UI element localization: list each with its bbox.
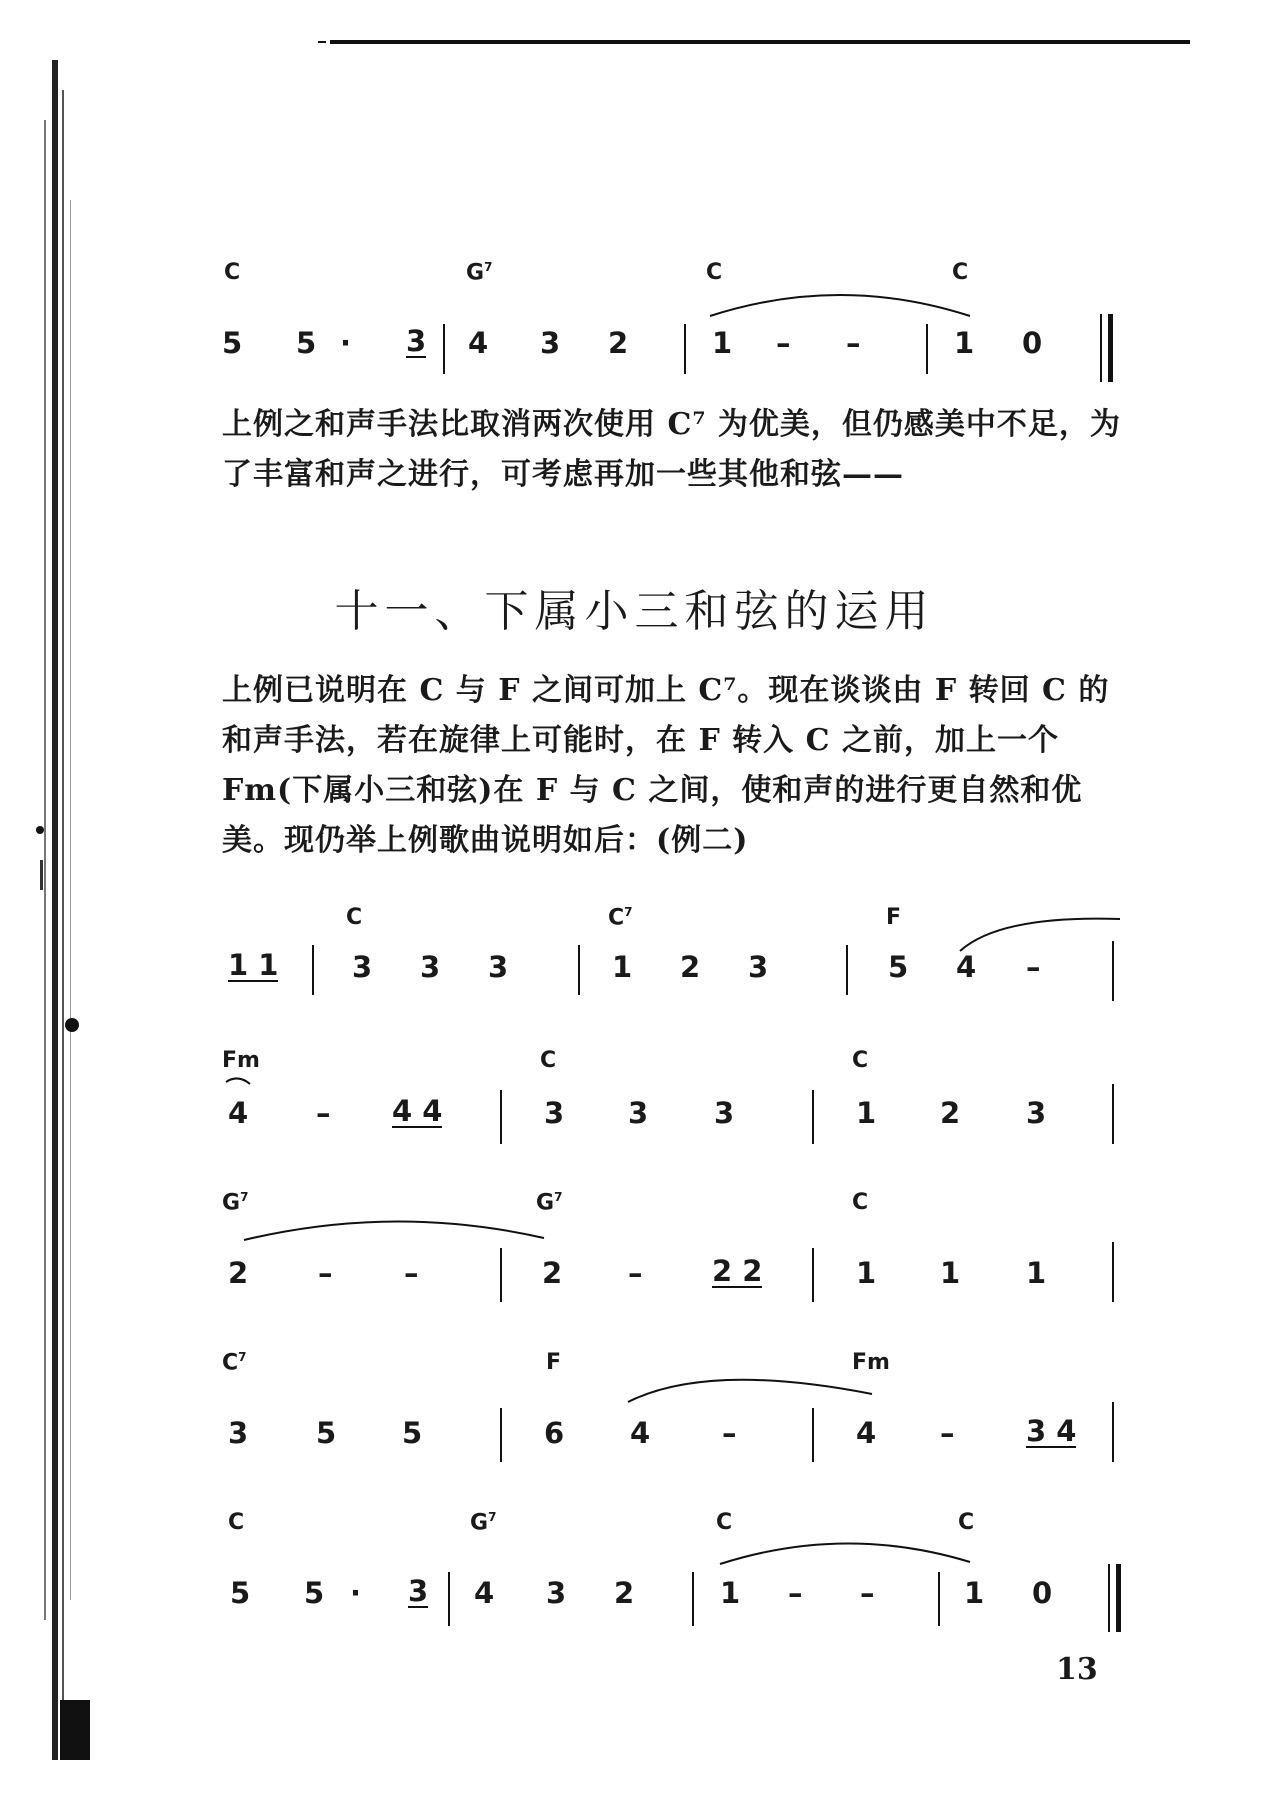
chord-label: $G^7$ xyxy=(466,260,493,286)
bar-line xyxy=(812,1408,814,1462)
chord-label: $G^7$ xyxy=(536,1190,563,1216)
note-dash: – xyxy=(318,1256,333,1290)
bar-line xyxy=(1112,1084,1114,1144)
note: 2 xyxy=(614,1576,635,1610)
chord-label: C xyxy=(224,260,241,285)
chord-label: C xyxy=(540,1048,557,1073)
note: 5 xyxy=(888,950,909,984)
chord-label: C xyxy=(228,1510,245,1535)
bar-line xyxy=(448,1572,450,1626)
chord-label: C xyxy=(852,1048,869,1073)
slur xyxy=(720,1532,970,1568)
note: 1 xyxy=(712,326,733,360)
chord-label: Fm xyxy=(852,1350,890,1375)
note: 3 xyxy=(420,950,441,984)
note: 3 xyxy=(714,1096,735,1130)
bar-line xyxy=(1112,1242,1114,1302)
note: 5 xyxy=(230,1576,251,1610)
chord-label: C xyxy=(852,1190,869,1215)
note: 3 xyxy=(546,1576,567,1610)
note-dash: – xyxy=(860,1576,875,1610)
chord-label: $C^7$ xyxy=(608,905,633,931)
note: 4 xyxy=(856,1416,877,1450)
slur xyxy=(244,1214,544,1248)
chord-label: $G^7$ xyxy=(470,1510,497,1536)
note: 3 xyxy=(540,326,561,360)
bar-line xyxy=(500,1090,502,1144)
chord-label: $C^7$ xyxy=(222,1350,247,1376)
note-pair: 2 2 xyxy=(712,1254,763,1288)
note: 3 xyxy=(544,1096,565,1130)
bar-line xyxy=(500,1408,502,1462)
note-pair: 1 1 xyxy=(228,948,279,982)
bar-line xyxy=(500,1248,502,1302)
note-pair: 4 4 xyxy=(392,1094,443,1128)
note: 1 xyxy=(964,1576,985,1610)
section-heading: 十一、下属小三和弦的运用 xyxy=(334,586,935,637)
chord-label: Fm xyxy=(222,1048,260,1073)
note: 5 xyxy=(316,1416,337,1450)
note: 1 xyxy=(1026,1256,1047,1290)
note-pair: 3 4 xyxy=(1026,1414,1077,1448)
note: 1 xyxy=(612,950,633,984)
slur xyxy=(960,915,1120,955)
note: 4 xyxy=(474,1576,495,1610)
binding-edge xyxy=(0,0,120,1800)
note: 4 xyxy=(468,326,489,360)
note: 0 xyxy=(1032,1576,1053,1610)
note: 1 xyxy=(954,326,975,360)
bar-line xyxy=(1112,941,1114,1001)
note-dash: – xyxy=(846,326,861,360)
chord-label: $G^7$ xyxy=(222,1190,249,1216)
note: 6 xyxy=(544,1416,565,1450)
note: 3 xyxy=(228,1416,249,1450)
bar-line xyxy=(443,324,445,374)
note: 3 xyxy=(488,950,509,984)
bar-line xyxy=(938,1572,940,1626)
note-dash: – xyxy=(776,326,791,360)
note: 5 xyxy=(304,1576,325,1610)
note: 4 xyxy=(956,950,977,984)
note: 5 xyxy=(402,1416,423,1450)
bar-line xyxy=(926,324,928,374)
note: 3 xyxy=(748,950,769,984)
page-number: 13 xyxy=(1056,1652,1098,1687)
header-rule xyxy=(330,40,1190,44)
note: 1 xyxy=(940,1256,961,1290)
note: 3 xyxy=(628,1096,649,1130)
slur xyxy=(710,282,970,322)
note: 0 xyxy=(1022,326,1043,360)
note: 4 xyxy=(630,1416,651,1450)
bar-line xyxy=(812,1248,814,1302)
chord-label: F xyxy=(886,905,902,930)
note: 1 xyxy=(720,1576,741,1610)
paragraph-2: 上例已说明在 C 与 F 之间可加上 C⁷。现在谈谈由 F 转回 C 的和声手法，若在旋律上可能时，在 F 转入 C 之前，加上一个 Fm(下属小三和弦)在 F 与 C 之间，使和声的进行更自然和优美。现仍举上例歌曲说明如后：(例二) xyxy=(222,673,1110,858)
note-dash: – xyxy=(628,1256,643,1290)
paragraph-1: 上例之和声手法比取消两次使用 C⁷ 为优美，但仍感美中不足，为了丰富和声之进行，可考虑再加一些其他和弦—— xyxy=(222,407,1121,492)
chord-label: F xyxy=(546,1350,562,1375)
note: 2 xyxy=(228,1256,249,1290)
note: 5 xyxy=(222,326,243,360)
final-bar-thick xyxy=(1108,314,1113,382)
final-bar-thin xyxy=(1100,314,1102,382)
note-dash: – xyxy=(940,1416,955,1450)
note: 3 xyxy=(406,324,427,358)
note-dot: · xyxy=(350,1576,362,1610)
note: 1 xyxy=(856,1256,877,1290)
chord-label: C xyxy=(952,260,969,285)
note: 2 xyxy=(542,1256,563,1290)
note: 2 xyxy=(940,1096,961,1130)
note: 5 xyxy=(296,326,317,360)
note-dash: – xyxy=(722,1416,737,1450)
header-rule-dash xyxy=(318,41,326,43)
note-dot: · xyxy=(340,326,352,360)
note: 3 xyxy=(1026,1096,1047,1130)
final-bar-thick xyxy=(1116,1564,1121,1632)
note-dash: – xyxy=(788,1576,803,1610)
bar-line xyxy=(684,324,686,374)
bar-line xyxy=(1112,1402,1114,1462)
bar-line xyxy=(692,1572,694,1626)
chord-label: C xyxy=(706,260,723,285)
final-bar-thin xyxy=(1108,1564,1110,1632)
bar-line xyxy=(812,1090,814,1144)
note: 4 xyxy=(228,1096,249,1130)
slur xyxy=(226,1074,256,1090)
note: 2 xyxy=(680,950,701,984)
chord-label: C xyxy=(346,905,363,930)
note: 3 xyxy=(352,950,373,984)
slur xyxy=(628,1368,872,1404)
note-dash: – xyxy=(404,1256,419,1290)
chord-label: C xyxy=(958,1510,975,1535)
bar-line xyxy=(846,945,848,995)
note-dash: – xyxy=(316,1096,331,1130)
chord-label: C xyxy=(716,1510,733,1535)
note: 2 xyxy=(608,326,629,360)
note-dash: – xyxy=(1026,950,1041,984)
note: 1 xyxy=(856,1096,877,1130)
bar-line xyxy=(578,945,580,995)
note: 3 xyxy=(408,1574,429,1608)
bar-line xyxy=(312,945,314,995)
